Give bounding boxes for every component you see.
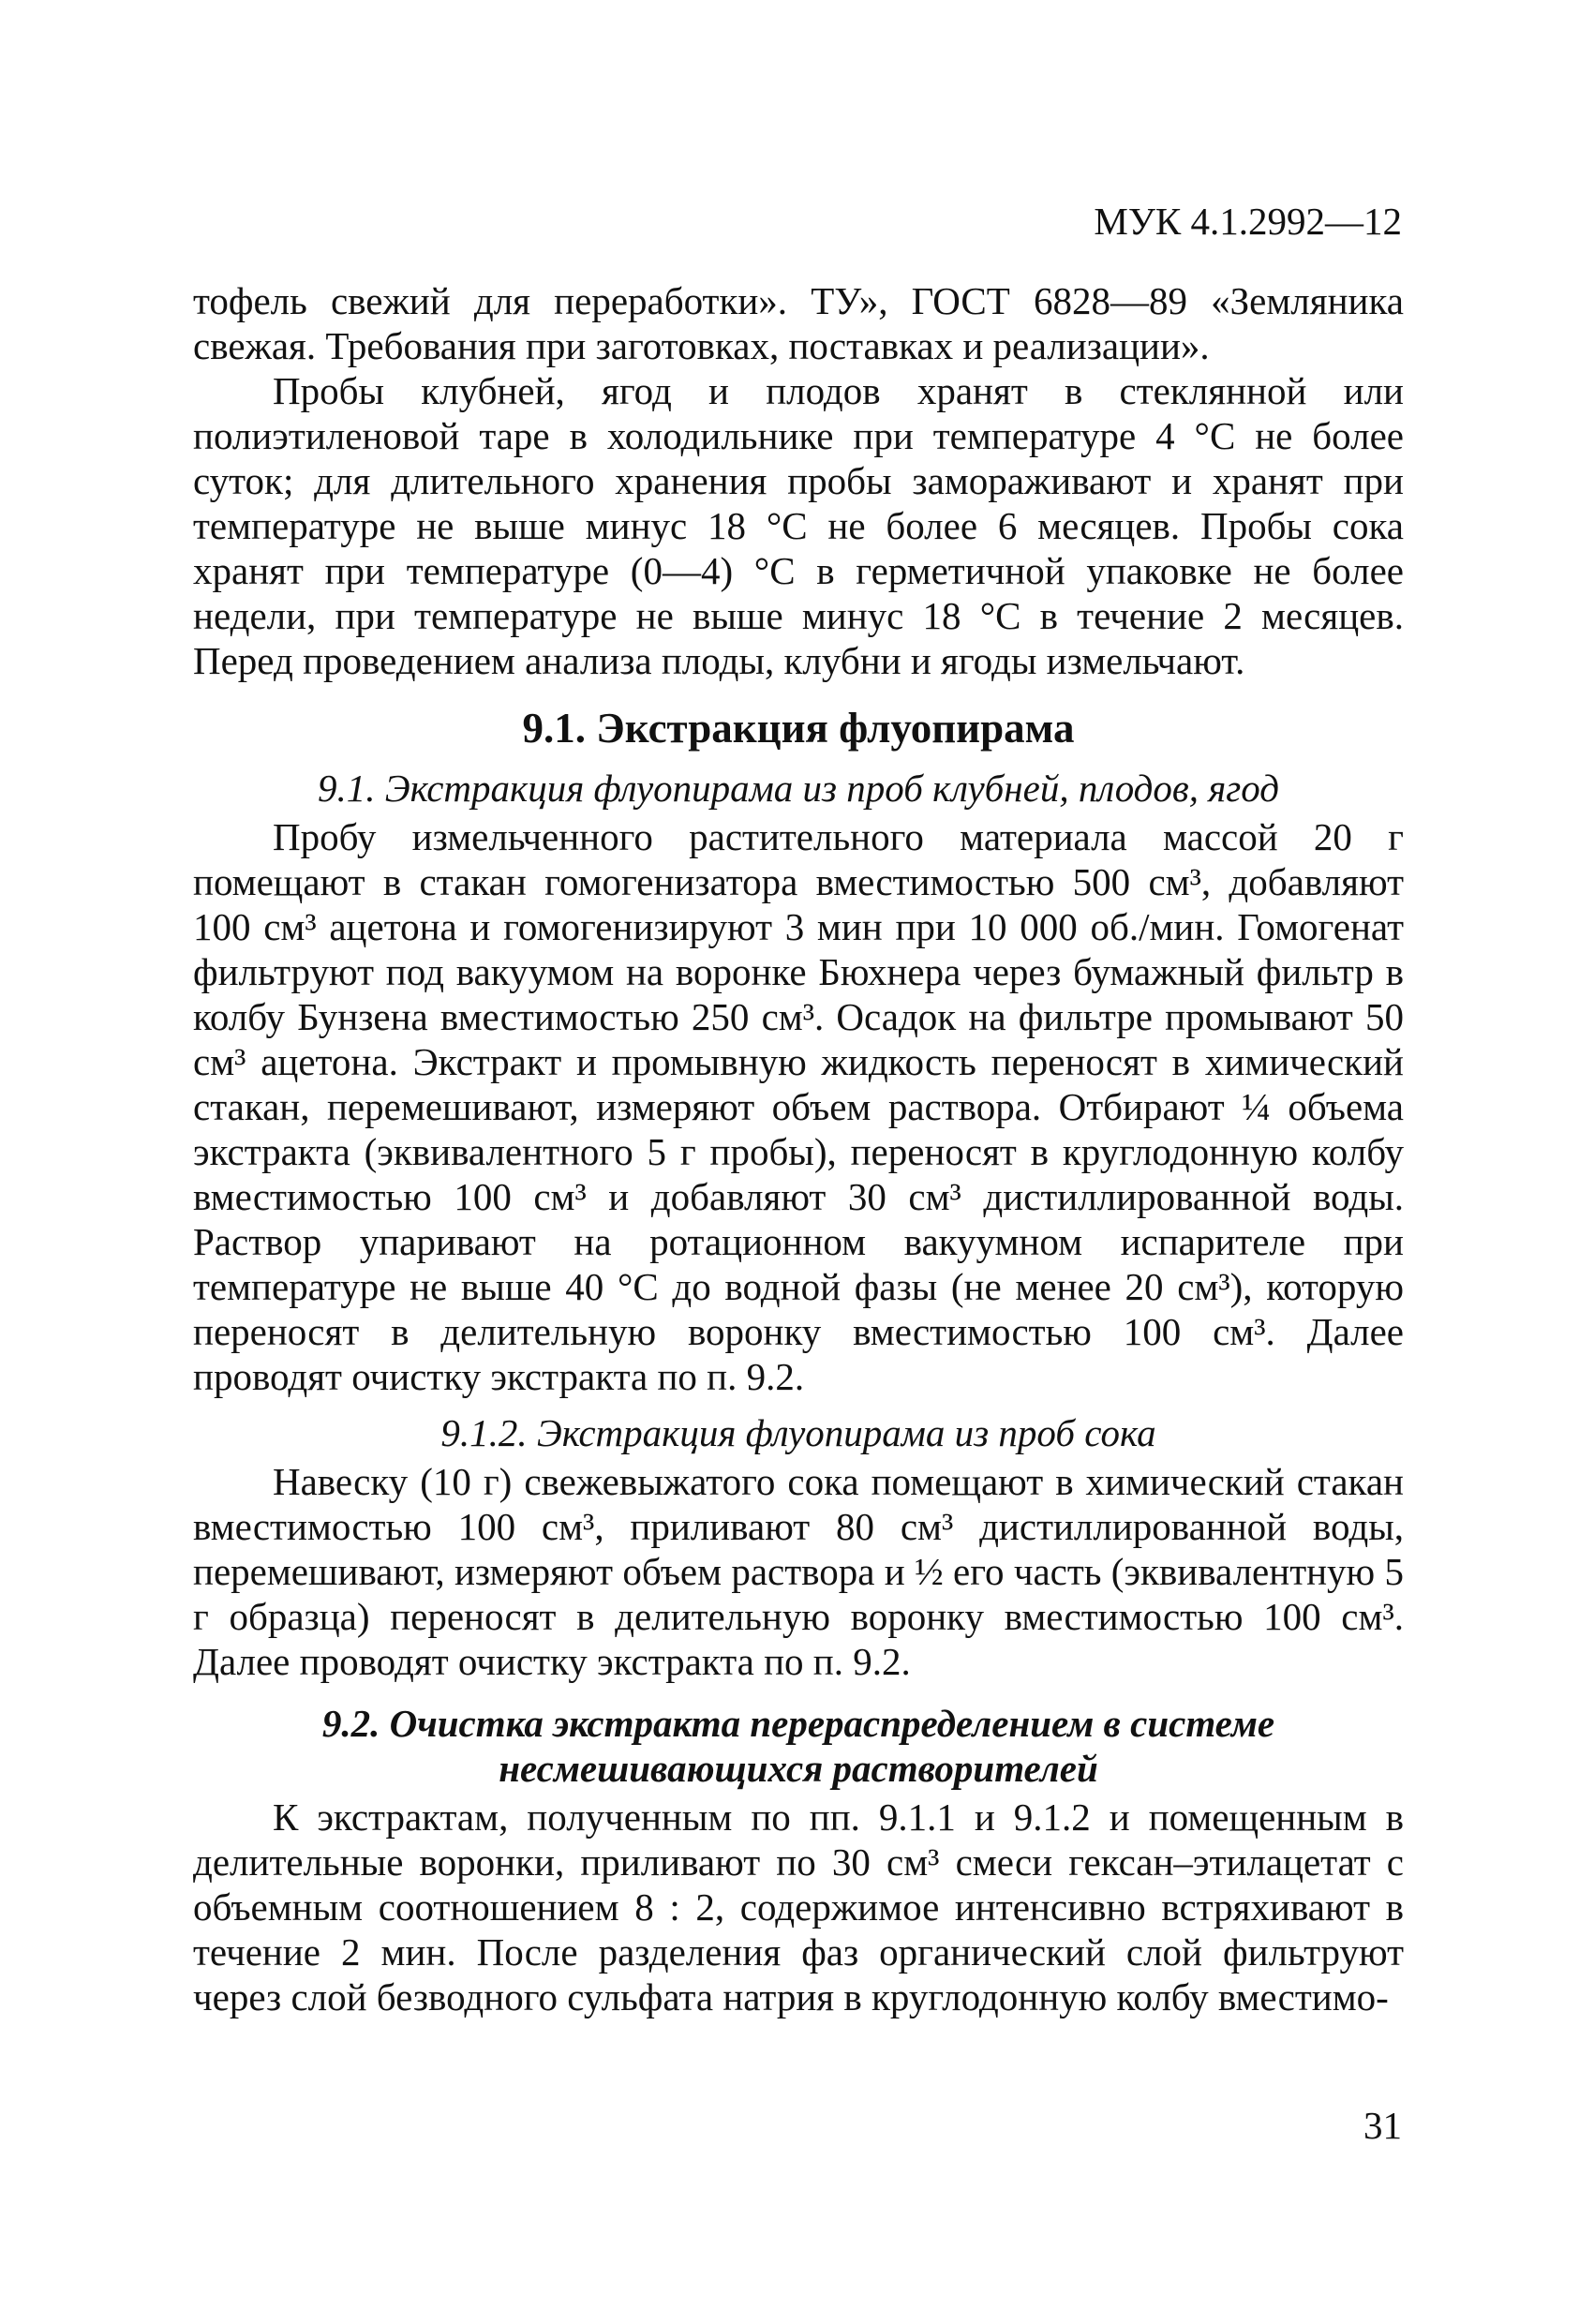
- paragraph-sample-storage: Пробы клубней, ягод и плодов хранят в стеклянной или полиэтиленовой таре в холодильнике при температуре 4 °С не более суток; для длительного хранения пробы замораживают и хранят при температуре не выше минус 18 °С не более 6 месяцев. Пробы сока хранят при температуре (0—4) °С в герметичной упаковке не более недели, при температуре не выше минус 18 °С в течение 2 месяцев. Перед проведением анализа плоды, клубни и ягоды измельчают.: [193, 369, 1404, 682]
- section-heading-9-2: [193, 1701, 1404, 1791]
- paragraph-extraction-juice: Навеску (10 г) свежевыжатого сока помещают в химический стакан вместимостью 100 см³, приливают 80 см³ дистиллированной воды, перемешивают, измеряют объем раствора и ½ его часть (эквивалентную 5 г образца) переносят в делительную воронку вместимостью 100 см³. Далее проводят очистку экстракта по п. 9.2.: [193, 1460, 1404, 1683]
- page-number: 31: [1363, 2104, 1402, 2147]
- section-heading-9-2-line-1: 9.2. Очистка экстракта перераспределением в системе: [321, 1702, 1275, 1745]
- document-code-header: МУК 4.1.2992—12: [1094, 200, 1402, 243]
- paragraph-extraction-tubers: Пробу измельченного растительного материала массой 20 г помещают в стакан гомогенизатора вместимостью 500 см³, добавляют 100 см³ ацетона и гомогенизируют 3 мин при 10 000 об./мин. Гомогенат фильтруют под вакуумом на воронке Бюхнера через бумажный фильтр в колбу Бунзена вместимостью 250 см³. Осадок на фильтре промывают 50 см³ ацетона. Экстракт и промывную жидкость переносят в химический стакан, перемешивают, измеряют объем раствора. Отбирают ¼ объема экстракта (эквивалентного 5 г пробы), переносят в круглодонную колбу вместимостью 100 см³ и добавляют 30 см³ дистиллированной воды. Раствор упаривают на ротационном вакуумном испарителе при температуре не выше 40 °С до водной фазы (не менее 20 см³), которую переносят в делительную воронку вместимостью 100 см³. Далее проводят очистку экстракта по п. 9.2.: [193, 815, 1404, 1398]
- paragraph-continuation: тофель свежий для переработки». ТУ», ГОСТ 6828—89 «Земляника свежая. Требования при заготовках, поставках и реализации».: [193, 279, 1404, 367]
- section-heading-9-1: 9.1. Экстракция флуопирама: [522, 705, 1075, 752]
- page-body: [193, 278, 1404, 2019]
- paragraph-cleanup: К экстрактам, полученным по пп. 9.1.1 и 9.1.2 и помещенным в делительные воронки, приливают по 30 см³ смеси гексан–этилацетат с объемным соотношением 8 : 2, содержимое интенсивно встряхивают в течение 2 мин. После разделения фаз органический слой фильтруют через слой безводного сульфата натрия в круглодонную колбу вместимо-: [193, 1795, 1404, 2019]
- subsection-heading-9-1-1: 9.1. Экстракция флуопирама из проб клубней, плодов, ягод: [318, 767, 1279, 810]
- subsection-heading-9-1-2: 9.1.2. Экстракция флуопирама из проб сока: [440, 1411, 1156, 1454]
- section-heading-9-2-line-2: несмешивающихся растворителей: [499, 1747, 1098, 1790]
